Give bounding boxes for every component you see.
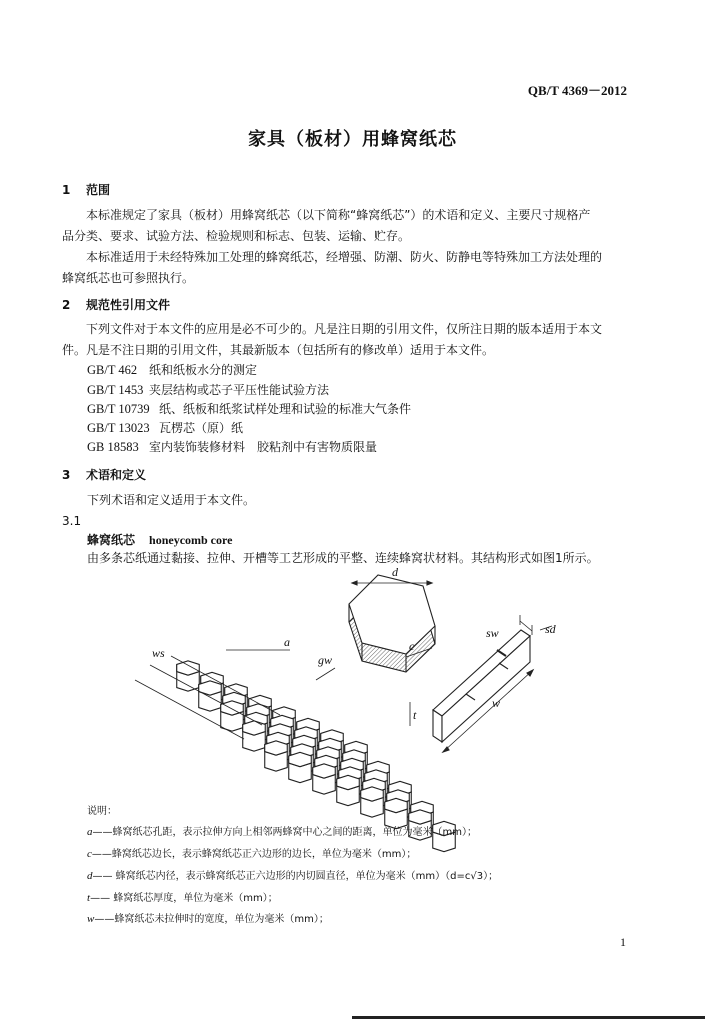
text-line: 蜂窝纸芯也可参照执行。 bbox=[62, 271, 195, 285]
section-3-intro: 下列术语和定义适用于本文件。 bbox=[87, 493, 256, 507]
label-sd: sd bbox=[545, 622, 556, 636]
honeycomb-cell bbox=[337, 775, 360, 789]
reference-title: 纸和纸板水分的测定 bbox=[149, 363, 258, 377]
note-symbol: d bbox=[87, 870, 93, 882]
note-text: ——蜂窝纸芯未拉伸时的宽度，单位为毫米（mm）； bbox=[94, 914, 329, 925]
section-title: 范围 bbox=[86, 183, 111, 197]
label-d: d bbox=[392, 565, 398, 579]
page-number: 1 bbox=[620, 935, 626, 949]
note-item bbox=[87, 823, 477, 838]
honeycomb-cell bbox=[289, 752, 312, 766]
term-definition: 由多条芯纸通过黏接、拉伸、开槽等工艺形成的平整、连续蜂窝状材料。其结构形式如图1所示。 bbox=[87, 551, 599, 565]
section-number: 1 bbox=[62, 183, 71, 197]
reference-code: GB 18583 bbox=[87, 440, 139, 454]
text-line: 本标准规定了家具（板材）用蜂窝纸芯（以下简称“蜂窝纸芯”）的术语和定义、主要尺寸规格产 bbox=[86, 208, 591, 222]
honeycomb-cell bbox=[243, 721, 266, 735]
notes-label: 说明： bbox=[87, 806, 117, 817]
label-a: a bbox=[284, 635, 290, 649]
label-c: c bbox=[409, 639, 415, 653]
hex-cell-diagram bbox=[349, 575, 435, 672]
note-text: —— 蜂窝纸芯厚度，单位为毫米（mm）； bbox=[90, 893, 278, 904]
standard-code: QB/T 4369－2012 bbox=[527, 83, 627, 98]
label-t: t bbox=[413, 708, 417, 722]
reference-title: 纸、纸板和纸浆试样处理和试验的标准大气条件 bbox=[159, 402, 412, 416]
note-symbol: c bbox=[87, 848, 92, 860]
text-line: 品分类、要求、试验方法、检验规则和标志、包装、运输、贮存。 bbox=[62, 229, 411, 243]
reference-title: 瓦楞芯（原）纸 bbox=[159, 421, 244, 435]
term-name-en: honeycomb core bbox=[149, 533, 233, 547]
note-item bbox=[87, 910, 329, 925]
honeycomb-cell bbox=[385, 798, 408, 812]
honeycomb-cell bbox=[177, 661, 200, 675]
label-w: w bbox=[492, 696, 501, 710]
reference-code: GB/T 10739 bbox=[87, 402, 150, 416]
label-ws: ws bbox=[152, 646, 165, 660]
note-item bbox=[87, 867, 498, 882]
note-symbol: w bbox=[87, 913, 95, 925]
section-title: 规范性引用文件 bbox=[86, 298, 171, 312]
text-line: 件。凡是不注日期的引用文件，其最新版本（包括所有的修改单）适用于本文件。 bbox=[62, 343, 495, 357]
term-name-cn: 蜂窝纸芯 bbox=[87, 533, 136, 547]
note-symbol: a bbox=[87, 826, 93, 838]
label-gw: gw bbox=[318, 653, 333, 667]
section-title: 术语和定义 bbox=[86, 468, 147, 482]
honeycomb-cell bbox=[265, 741, 288, 755]
note-text: ——蜂窝纸芯孔距，表示拉伸方向上相邻两蜂窝中心之间的距离，单位为毫米（mm）； bbox=[92, 827, 477, 838]
label-sw: sw bbox=[486, 626, 499, 640]
bottom-rule bbox=[352, 1016, 705, 1019]
honeycomb-cell bbox=[409, 810, 432, 824]
honeycomb-cell bbox=[313, 764, 336, 778]
text-line: 本标准适用于未经特殊加工处理的蜂窝纸芯，经增强、防潮、防火、防静电等特殊加工方法处理的 bbox=[86, 250, 603, 264]
reference-title: 夹层结构或芯子平压性能试验方法 bbox=[149, 383, 330, 397]
reference-title: 室内装饰装修材料 胶粘剂中有害物质限量 bbox=[149, 440, 378, 454]
section-number: 3 bbox=[62, 468, 71, 482]
note-item bbox=[87, 889, 278, 904]
reference-code: GB/T 1453 bbox=[87, 383, 144, 397]
document-title: 家具（板材）用蜂窝纸芯 bbox=[248, 129, 457, 150]
reference-code: GB/T 462 bbox=[87, 363, 138, 377]
note-text: —— 蜂窝纸芯内径，表示蜂窝纸芯正六边形的内切圆直径，单位为毫米（mm）（d=c√3）； bbox=[92, 871, 499, 882]
text-line: 下列文件对于本文件的应用是必不可少的。凡是注日期的引用文件，仅所注日期的版本适用于本文 bbox=[86, 322, 603, 336]
note-text: ——蜂窝纸芯边长，表示蜂窝纸芯正六边形的边长，单位为毫米（mm）； bbox=[91, 849, 417, 860]
term-number: 3.1 bbox=[62, 514, 82, 528]
reference-code: GB/T 13023 bbox=[87, 421, 150, 435]
honeycomb-cell bbox=[361, 787, 384, 801]
note-item bbox=[87, 845, 416, 860]
section-number: 2 bbox=[62, 298, 71, 312]
note-symbol: t bbox=[87, 892, 91, 904]
